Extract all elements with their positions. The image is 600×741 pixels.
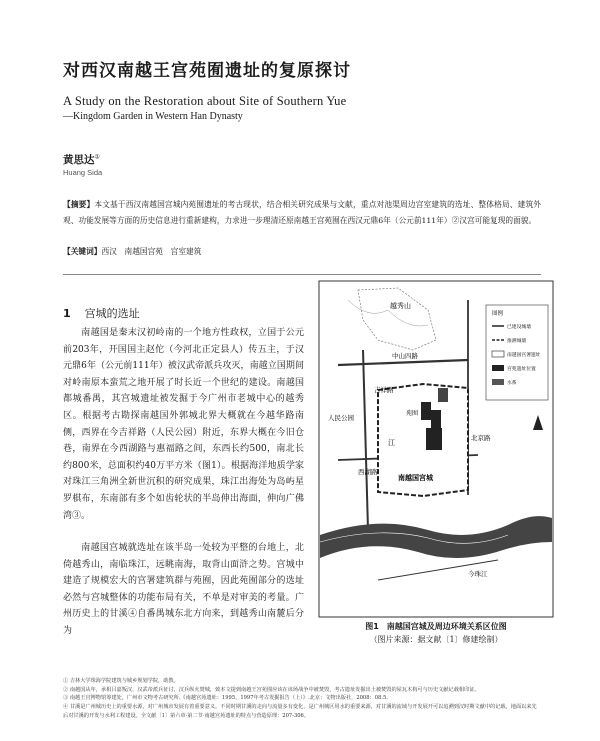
keywords: [63, 246, 201, 257]
building-1: [421, 402, 431, 420]
footnote-3: ③ 南越王宫博物馆筹建处，广州市文物考古研究所.《南越宫苑遗址：1995、1997年考古发掘报告（上）》.北京：文物出版社，2008：08.5.: [63, 695, 388, 702]
paragraph-1-text: 南越国是秦末汉初岭南的一个地方性政权，立国于公元前203年，开国国主赵佗（今河北正定县人）传五主，于汉元鼎6年（公元前111年）被汉武帝派兵攻灭，南越立国期间对岭南原本蛮荒之地开展了时长近一个世纪的建设。南越国都城番禺，其宫城遗址被发掘于今广州市老城中心的越秀区。根据考古勘探南越国外郭城北界大概就在今越华路南侧，西界在今吉祥路（人民公园）附近，东界大概在今旧仓巷，南界在今西湖路与惠福路之间，东西长约500，南北长约800米，总面积约40万平方米（图1）。根据海洋地质学家对珠江三角洲全新世沉积的研究成果，珠江出海处为岛屿星罗棋布，东南部有多个如齿轮状的半岛伸出海面，伸向广佛湾③。: [63, 328, 304, 521]
author-name-en: Huang Sida: [63, 168, 103, 177]
label-zhongshan-road: 中山四路: [392, 352, 418, 360]
paragraph-2-text: 南越国宫城就选址在该半岛一处较为平整的台地上，北倚越秀山，南临珠江，远眺南海，取背山面浒之势。宫城中建造了规模宏大的宫署建筑群与苑囿，因此苑囿部分的选址必然与宫城整体的功能布局有关，不单是对审美的考量。广州历史上的甘溪④自番禺城东北方向来，到越秀山南麓后分为: [63, 543, 304, 636]
figure-caption-note: （图片来源：据文献〔1〕修建绘制）: [369, 635, 503, 644]
map-legend: [486, 305, 548, 400]
author-name: [63, 152, 100, 167]
label-jixiang-road: 吉祥路: [374, 386, 394, 394]
label-yuexiushan: 越秀山: [390, 302, 411, 310]
legend-item-2: 推测城墙: [507, 339, 527, 344]
section-heading: [63, 305, 140, 321]
legend-item-5: 水系: [507, 381, 517, 386]
abstract: [63, 197, 541, 229]
keywords-text: 西汉 南越国宫苑 宫室建筑: [101, 247, 202, 256]
author-note-mark: ①: [94, 153, 100, 161]
section-number: 1: [63, 307, 71, 320]
figure-caption-title: 图1 南越国宫城及周边环境关系区位图: [365, 622, 507, 631]
divider: [63, 274, 541, 275]
label-garden: 苑囿: [406, 410, 419, 417]
building-3: [426, 428, 442, 450]
english-title-line-2: —Kingdom Garden in Western Han Dynasty: [63, 111, 243, 122]
keywords-label: 【关键词】: [63, 247, 102, 256]
legend-item-1: 已建设城墙: [507, 325, 531, 330]
label-xihu-road: 西湖路: [358, 468, 378, 476]
figure-caption: [318, 620, 554, 646]
label-peoples-park: 人民公园: [328, 414, 354, 422]
legend-title: 图例: [492, 311, 504, 317]
paper-title: 对西汉南越王宫苑囿遗址的复原探讨: [63, 61, 351, 81]
abstract-text: 本文基于西汉南越国宫城内苑囿遗址的考古现状，结合相关研究成果与文献，重点对池渠周边宫室建筑的选址、整体格局、建筑外观、功能发展等方面的历史信息进行重新建构，力求进一步理清还原南越王宫苑囿在西汉元鼎6年（公元前111年）②汉宫可能复现的面貌。: [63, 200, 541, 225]
location-map-figure: [318, 280, 554, 618]
label-jiang: 江: [388, 439, 395, 447]
body-paragraph-1: [63, 325, 304, 524]
footnote-1: ① 吉林大学珠海学院建筑与城乡规划学院，助教。: [63, 678, 179, 684]
label-beijing-road: 北京路: [471, 434, 491, 442]
building-4: [438, 388, 448, 402]
body-paragraph-2: [63, 540, 304, 640]
footnote-4: ④ 甘溪是广州城历史上的重要水源，对广州城市发展有着重要意义。不同时期甘溪的走向与流量多有变化，是广州城区用水的重要来源，对甘溪的流域与开发展开可以追溯到汉时期文献中的记载，地面以来先后对甘溪的开发与水利工程建设。全文献〔1〕第六章·第二节·南越宫苑遗址的特点与营造原理：207-306。: [63, 704, 537, 719]
english-title-line-1: A Study on the Restoration about Site of Southern Yue: [63, 94, 347, 108]
label-palace-city: 南越国宫城: [398, 474, 433, 482]
author-name-text: 黄思达: [63, 154, 95, 166]
legend-item-3: 南越国宫署遗址: [507, 353, 541, 358]
footnotes: [63, 677, 541, 721]
legend-item-4: 宫苑遗址位置: [507, 367, 536, 372]
building-2: [431, 410, 441, 428]
section-title: 宫城的选址: [84, 307, 140, 320]
abstract-label: 【摘要】: [63, 200, 95, 209]
label-pearl-river: 今珠江: [468, 570, 488, 578]
footnote-2: ② 南越国从年，承相吕嘉叛汉，汉武帝派兵征讨，汉兵纵火焚城，致本文提到南越王宫苑囿应该在该场战争中被焚毁，考古遗址发掘出土被焚毁的屋瓦木构可与历史文献记载相印证。: [63, 686, 480, 693]
